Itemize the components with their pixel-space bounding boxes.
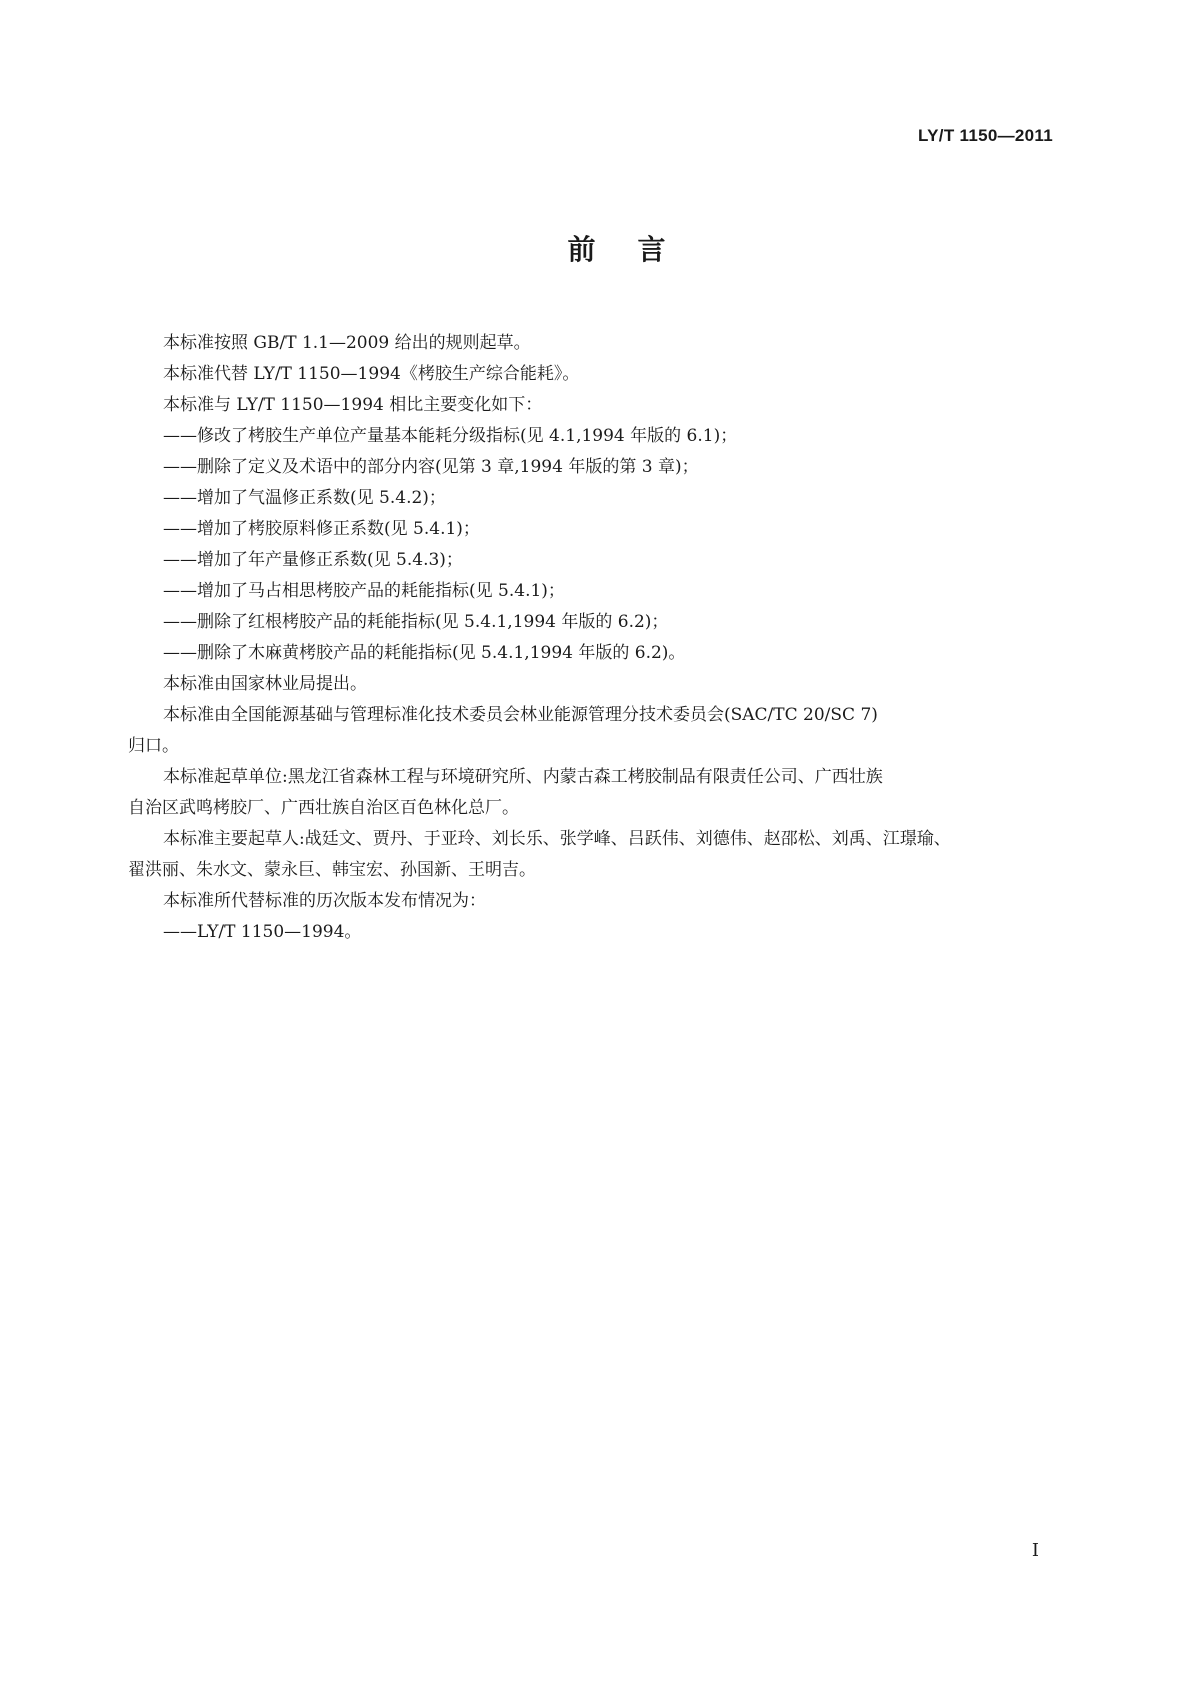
change-item: ——删除了木麻黄栲胶产品的耗能指标(见 5.4.1,1994 年版的 6.2)。	[163, 643, 686, 663]
text-line: 本标准与 LY/T 1150—1994 相比主要变化如下：	[163, 395, 543, 415]
change-item: ——删除了定义及术语中的部分内容(见第 3 章,1994 年版的第 3 章)；	[163, 457, 699, 477]
change-item: ——增加了气温修正系数(见 5.4.2)；	[163, 488, 446, 508]
change-item: ——删除了红根栲胶产品的耗能指标(见 5.4.1,1994 年版的 6.2)；	[163, 612, 669, 632]
page-number: I	[1031, 1540, 1039, 1561]
text-line: 归口。	[128, 736, 179, 756]
text-line: 本标准所代替标准的历次版本发布情况为：	[163, 891, 486, 911]
change-item: ——增加了马占相思栲胶产品的耗能指标(见 5.4.1)；	[163, 581, 565, 601]
foreword-body	[128, 328, 1058, 948]
change-item: ——增加了栲胶原料修正系数(见 5.4.1)；	[163, 519, 480, 539]
change-item: ——增加了年产量修正系数(见 5.4.3)；	[163, 550, 463, 570]
text-line: 翟洪丽、朱水文、蒙永巨、韩宝宏、孙国新、王明吉。	[128, 860, 536, 880]
text-line: 本标准主要起草人:战廷文、贾丹、于亚玲、刘长乐、张学峰、吕跃伟、刘德伟、赵邵松、刘禹、江璟瑜、	[163, 829, 951, 849]
text-line: 本标准由国家林业局提出。	[163, 674, 367, 694]
page-title: 前言	[567, 233, 708, 266]
text-line: 本标准代替 LY/T 1150—1994《栲胶生产综合能耗》。	[163, 364, 580, 384]
text-line: 自治区武鸣栲胶厂、广西壮族自治区百色林化总厂。	[128, 798, 519, 818]
text-line: 本标准按照 GB/T 1.1—2009 给出的规则起草。	[163, 333, 531, 353]
change-item: ——LY/T 1150—1994。	[163, 922, 362, 942]
text-line: 本标准起草单位:黑龙江省森林工程与环境研究所、内蒙古森工栲胶制品有限责任公司、广西壮族	[163, 767, 883, 787]
text-line: 本标准由全国能源基础与管理标准化技术委员会林业能源管理分技术委员会(SAC/TC 20/SC 7)	[163, 705, 878, 725]
standard-code: LY/T 1150—2011	[918, 126, 1053, 145]
change-item: ——修改了栲胶生产单位产量基本能耗分级指标(见 4.1,1994 年版的 6.1)；	[163, 426, 738, 446]
